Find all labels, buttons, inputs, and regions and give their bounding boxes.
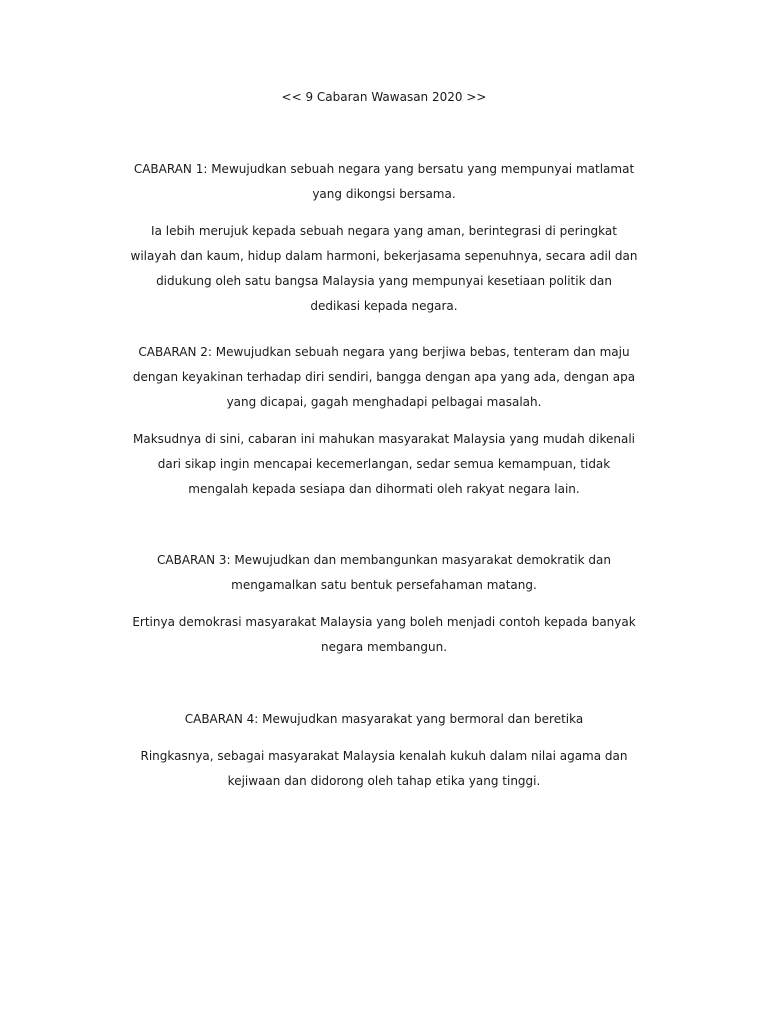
document-title: << 9 Cabaran Wawasan 2020 >> [281, 90, 487, 104]
challenge-description: Ringkasnya, sebagai masyarakat Malaysia kenalah kukuh dalam nilai agama dan kejiwaan dan didorong oleh tahap etika yang tinggi. [140, 749, 628, 788]
challenge-description: Maksudnya di sini, cabaran ini mahukan masyarakat Malaysia yang mudah dikenali dari sikap ingin mencapai kecemerlangan, sedar semua kemampuan, tidak mengalah kepada sesiapa dan dihormati oleh rakyat negara lain. [133, 432, 635, 496]
challenge-description: Ertinya demokrasi masyarakat Malaysia yang boleh menjadi contoh kepada banyak negara membangun. [132, 615, 636, 654]
challenge-section-4 [130, 707, 638, 794]
challenge-heading: CABARAN 2: Mewujudkan sebuah negara yang berjiwa bebas, tenteram dan maju dengan keyakinan terhadap diri sendiri, bangga dengan apa yang ada, dengan apa yang dicapai, gagah menghadapi pelbagai masalah. [132, 345, 636, 409]
challenge-section-1 [130, 157, 638, 319]
challenge-heading: CABARAN 1: Mewujudkan sebuah negara yang bersatu yang mempunyai matlamat yang dikongsi bersama. [133, 162, 635, 201]
challenge-section-3 [130, 548, 638, 660]
challenge-section-2 [130, 340, 638, 502]
challenge-heading: CABARAN 3: Mewujudkan dan membangunkan masyarakat demokratik dan mengamalkan satu bentuk persefahaman matang. [157, 553, 611, 592]
challenge-heading: CABARAN 4: Mewujudkan masyarakat yang bermoral dan beretika [184, 712, 584, 726]
challenge-description: Ia lebih merujuk kepada sebuah negara yang aman, berintegrasi di peringkat wilayah dan kaum, hidup dalam harmoni, bekerjasama sepenuhnya, secara adil dan didukung oleh satu bangsa Malaysia yang mempunyai kesetiaan politik dan dedikasi kepada negara. [130, 224, 638, 313]
